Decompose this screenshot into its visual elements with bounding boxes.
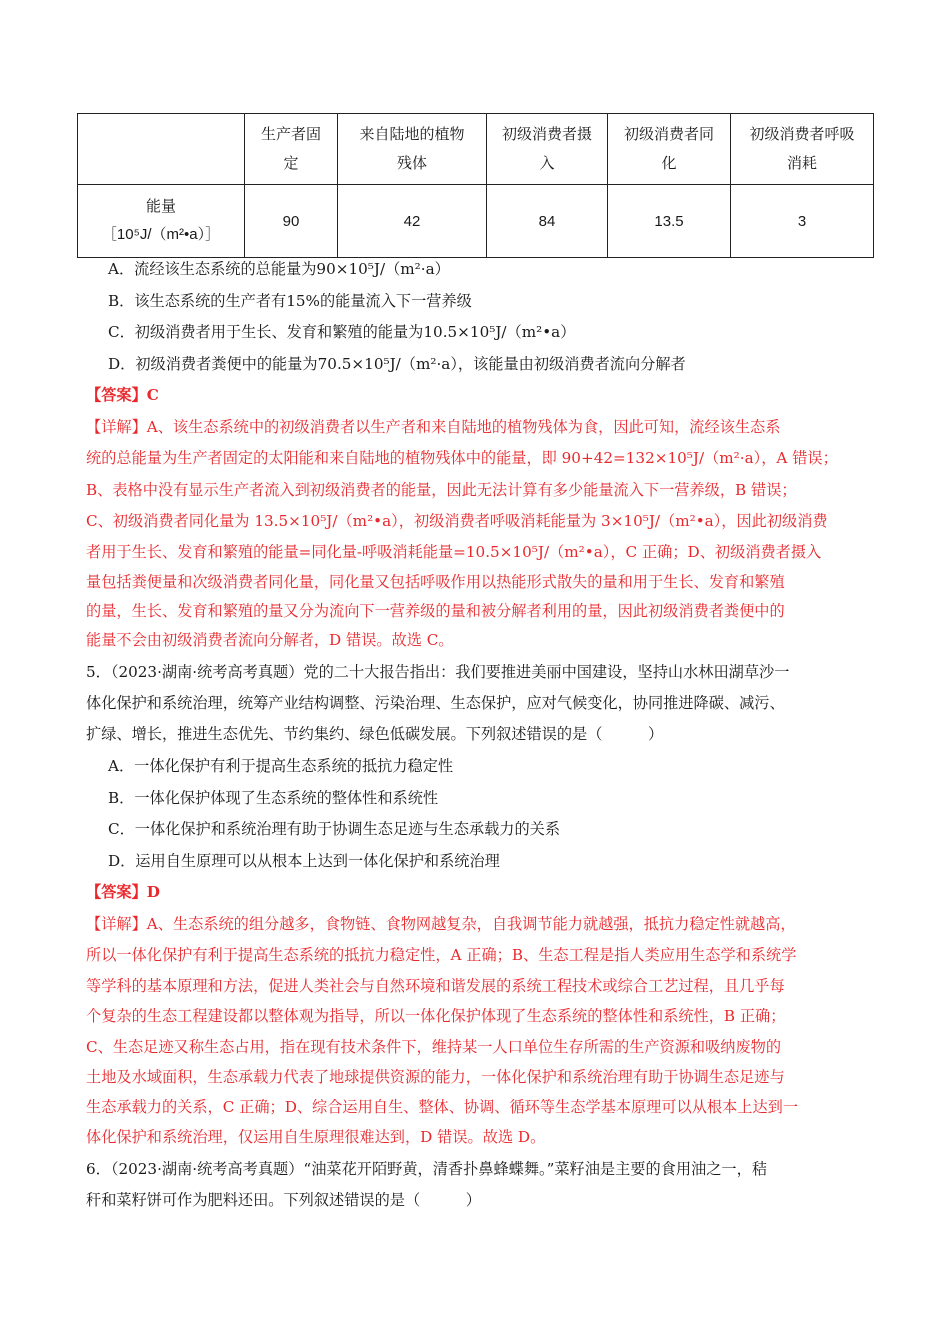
table-header-cell [731,114,874,185]
q5-detail-line: 【详解】A、生态系统的组分越多，食物链、食物网越复杂，自我调节能力就越强，抵抗力稳定性就越高， [86,915,796,933]
table-header-cell [338,114,487,185]
row-label-unit: ［10⁵J/（m²•a）］ [101,226,221,243]
table-cell: 3 [731,185,874,258]
q4-option-b: B．该生态系统的生产者有15%的能量流入下一营养级 [108,292,472,310]
table-header-row [78,114,874,185]
q5-stem-line: 5．（2023·湖南·统考高考真题）党的二十大报告指出：我们要推进美丽中国建设，坚持山水林田湖草沙一 [86,663,790,681]
q5-detail-line: 所以一体化保护有利于提高生态系统的抵抗力稳定性，A 正确；B、生态工程是指人类应用生态学和系统学 [86,946,797,964]
q4-option-a: A．流经该生态系统的总能量为90×10⁵J/（m²·a） [108,260,450,278]
q4-option-c: C．初级消费者用于生长、发育和繁殖的能量为10.5×10⁵J/（m²•a） [108,323,576,341]
q4-detail-line: 【详解】A、该生态系统中的初级消费者以生产者和来自陆地的植物残体为食，因此可知，流经该生态系 [86,418,781,436]
q5-option-a: A．一体化保护有利于提高生态系统的抵抗力稳定性 [108,757,454,775]
table-header-cell [245,114,338,185]
q5-option-d: D．运用自生原理可以从根本上达到一体化保护和系统治理 [108,852,500,870]
q4-detail-line: 统的总能量为生产者固定的太阳能和来自陆地的植物残体中的能量，即 90+42=132×10⁵J/（m²·a），A 错误； [86,449,838,467]
header-line: 残体 [396,154,427,172]
table-cell: 84 [487,185,608,258]
header-line: 化 [661,154,677,172]
q4-detail-line: 能量不会由初级消费者流向分解者，D 错误。故选 C。 [86,631,454,649]
q5-answer: 【答案】D [86,883,160,901]
q4-detail-line: B、表格中没有显示生产者流入到初级消费者的能量，因此无法计算有多少能量流入下一营养级，B 错误； [86,481,797,499]
q5-detail-line: 土地及水域面积，生态承载力代表了地球提供资源的能力，一体化保护和系统治理有助于协调生态足迹与 [86,1068,785,1086]
header-line: 初级消费者摄 [501,125,592,143]
q5-detail-line: 生态承载力的关系，C 正确；D、综合运用自生、整体、协调、循环等生态学基本原理可以从根本上达到一 [86,1098,799,1116]
q4-detail-line: 的量，生长、发育和繁殖的量又分为流向下一营养级的量和被分解者利用的量，因此初级消费者粪便中的 [86,602,785,620]
table-cell: 13.5 [608,185,731,258]
header-line: 定 [283,154,299,172]
header-line: 生产者固 [260,125,321,143]
q5-detail-line: 个复杂的生态工程建设都以整体观为指导，所以一体化保护体现了生态系统的整体性和系统性，B 正确； [86,1007,786,1025]
header-line: 消耗 [786,154,817,172]
header-line: 初级消费者呼吸 [749,125,855,143]
q5-detail-line: 等学科的基本原理和方法，促进人类社会与自然环境和谐发展的系统工程技术或综合工艺过程，且几乎每 [86,977,785,995]
q5-detail-line: 体化保护和系统治理，仅运用自生原理很难达到，D 错误。故选 D。 [86,1128,546,1146]
q6-stem-line: 6．（2023·湖南·统考高考真题）“油菜花开陌野黄，清香扑鼻蜂蝶舞。”菜籽油是主要的食用油之一，秸 [86,1160,767,1178]
q6-stem-line: 秆和菜籽饼可作为肥料还田。下列叙述错误的是（ ） [86,1191,481,1209]
header-line: 来自陆地的植物 [359,125,465,143]
row-label-line: 能量 [145,198,176,215]
table-corner-cell [78,114,245,185]
q4-detail-line: 者用于生长、发育和繁殖的能量=同化量-呼吸消耗能量=10.5×10⁵J/（m²•a），C 正确；D、初级消费者摄入 [86,543,822,561]
q5-stem-line: 扩绿、增长，推进生态优先、节约集约、绿色低碳发展。下列叙述错误的是（ ） [86,725,664,743]
table-value-row [78,185,874,258]
row-label-energy [78,185,245,258]
table-cell: 42 [338,185,487,258]
q4-detail-line: 量包括粪便量和次级消费者同化量，同化量又包括呼吸作用以热能形式散失的量和用于生长、发育和繁殖 [86,573,785,591]
energy-table [77,113,874,258]
table-header-cell [487,114,608,185]
table-header-cell [608,114,731,185]
q5-option-b: B．一体化保护体现了生态系统的整体性和系统性 [108,789,439,807]
q5-option-c: C．一体化保护和系统治理有助于协调生态足迹与生态承载力的关系 [108,820,561,838]
q5-stem-line: 体化保护和系统治理，统筹产业结构调整、污染治理、生态保护，应对气候变化，协同推进降碳、减污、 [86,694,785,712]
q4-detail-line: C、初级消费者同化量为 13.5×10⁵J/（m²•a），初级消费者呼吸消耗能量为 3×10⁵J/（m²•a），因此初级消费 [86,512,828,530]
header-line: 入 [539,154,555,172]
header-line: 初级消费者同 [623,125,714,143]
table-cell: 90 [245,185,338,258]
q4-option-d: D．初级消费者粪便中的能量为70.5×10⁵J/（m²·a），该能量由初级消费者流向分解者 [108,355,686,373]
q5-detail-line: C、生态足迹又称生态占用，指在现有技术条件下，维持某一人口单位生存所需的生产资源和吸纳废物的 [86,1038,782,1056]
q4-answer: 【答案】C [86,386,159,404]
